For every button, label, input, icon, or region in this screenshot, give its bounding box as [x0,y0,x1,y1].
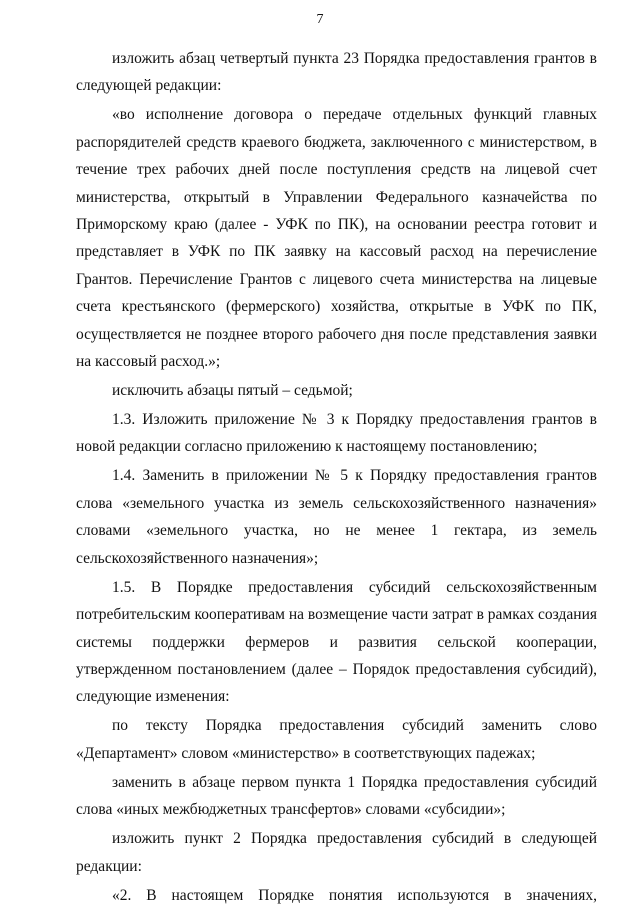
paragraph-6: 1.5. В Порядке предоставления субсидий сельскохозяйственным потребительским кооперативам на возмещение части затрат в рамках создания системы поддержки фермеров и развития сельской кооперации, утвержденном постановлением (далее – Порядок предоставления субсидий), следующие изменения: [76,578,597,706]
paragraph-7: по тексту Порядка предоставления субсидий заменить слово «Департамент» словом «министерство» в соответствующих падежах; [76,717,597,762]
page-number: 7 [316,12,324,27]
paragraph-4: 1.3. Изложить приложение № 3 к Порядку предоставления грантов в новой редакции согласно приложению к настоящему постановлению; [76,411,597,456]
paragraph-10: «2. В настоящем Порядке понятия используются в значениях, [112,886,597,904]
paragraph-5: 1.4. Заменить в приложении № 5 к Порядку предоставления грантов слова «земельного участка из земель сельскохозяйственного назначения» словами «земельного участка, но не менее 1 гектара, из земель сельскохозяйственного назначения»; [76,467,597,567]
paragraph-2: «во исполнение договора о передаче отдельных функций главных распорядителей средств краевого бюджета, заключенного с министерством, в течение трех рабочих дней после поступления средств на лицевой счет министерства, открытый в Управлении Федерального казначейства по Приморскому краю (далее - УФК по ПК), на основании реестра готовит и представляет в УФК по ПК заявку на кассовый расход на перечисление Грантов. Перечисление Грантов с лицевого счета министерства на лицевые счета крестьянского (фермерского) хозяйства, открытые в УФК по ПК, осуществляется не позднее второго рабочего дня после представления заявки на кассовый расход.»; [76,106,597,371]
paragraph-1: изложить абзац четвертый пункта 23 Порядка предоставления грантов в следующей редакции: [76,50,597,95]
paragraph-9: изложить пункт 2 Порядка предоставления субсидий в следующей редакции: [76,830,597,875]
paragraph-8: заменить в абзаце первом пункта 1 Порядка предоставления субсидий слова «иных межбюджетных трансфертов» словами «субсидии»; [76,773,597,819]
document-body [76,45,597,911]
paragraph-3: исключить абзацы пятый – седьмой; [112,382,353,400]
